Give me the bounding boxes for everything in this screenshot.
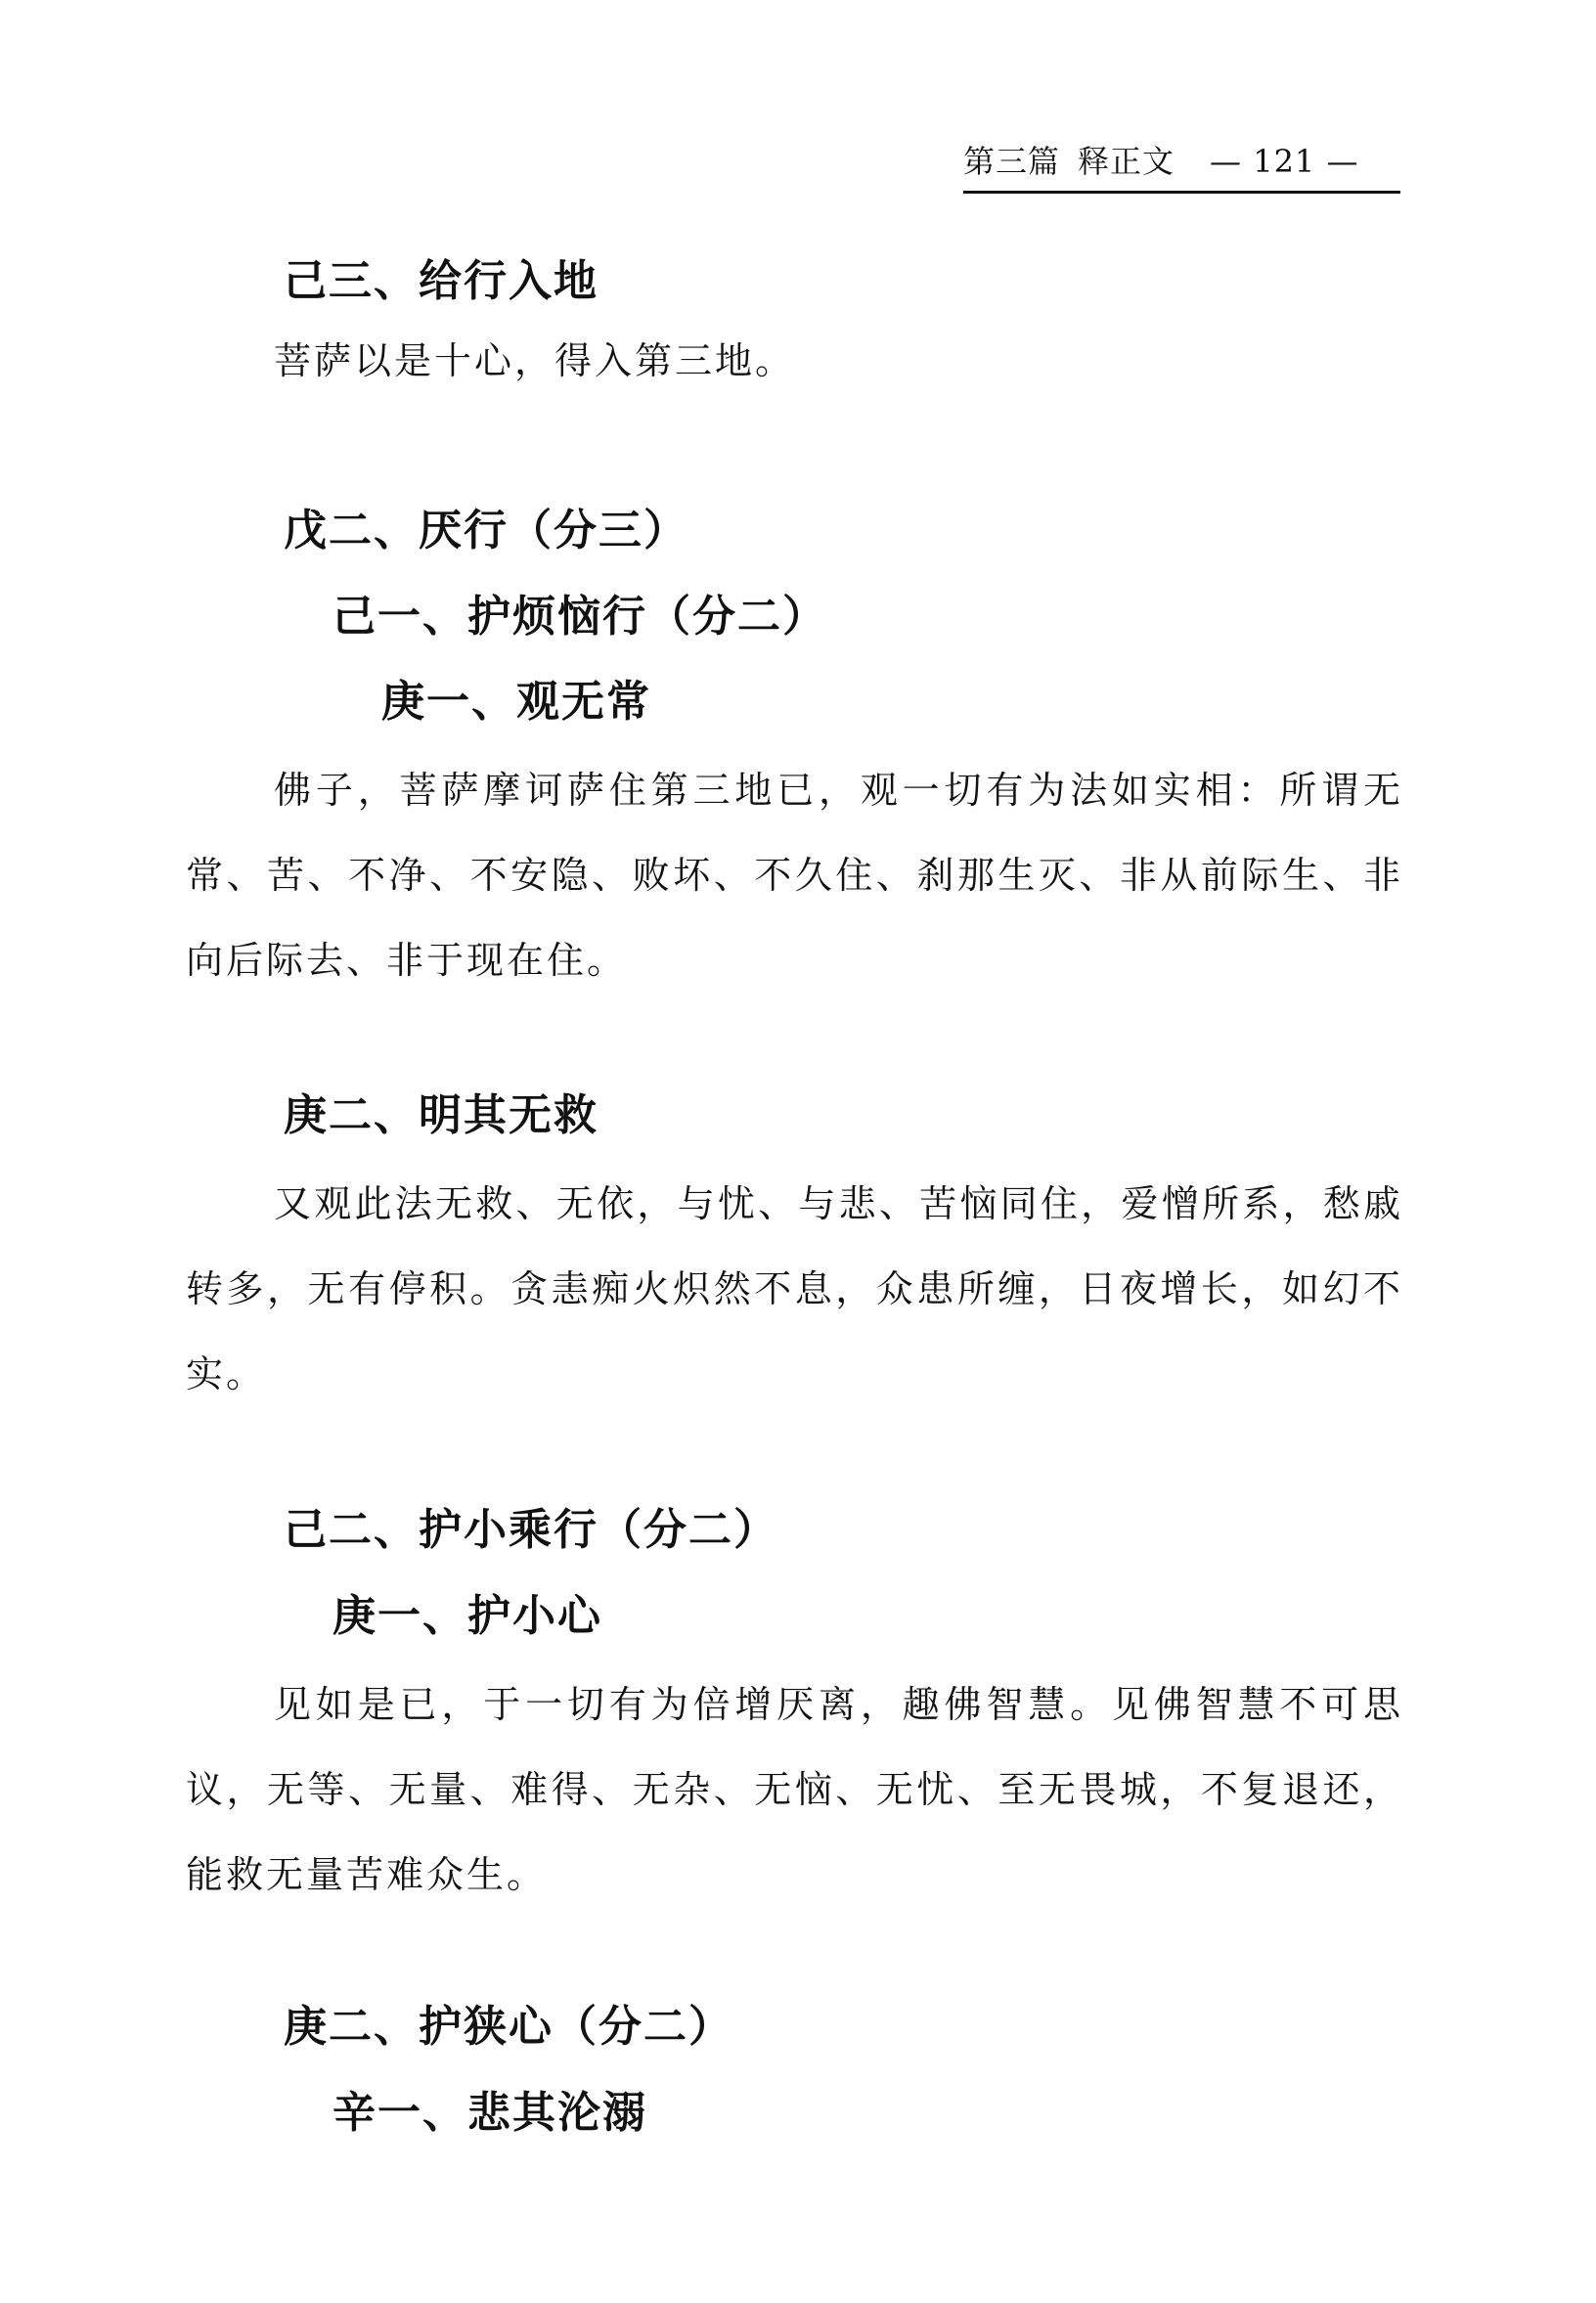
- paragraph-4: 见如是已，于一切有为倍增厌离，趣佛智慧。见佛智慧不可思议，无等、无量、难得、无杂、无恼、无忧、至无畏城，不复退还，能救无量苦难众生。: [186, 1683, 1403, 1896]
- running-header: [963, 137, 1400, 194]
- heading-geng-yi-2: 庚一、护小心: [332, 1591, 602, 1641]
- page-number: — 121 —: [1210, 143, 1359, 180]
- heading-wu-er: 戊二、厌行（分三）: [284, 506, 688, 555]
- heading-geng-er-1: 庚二、明其无救: [284, 1090, 598, 1140]
- header-section: 第三篇: [963, 143, 1061, 180]
- paragraph-1: 菩萨以是十心，得入第三地。: [274, 339, 796, 382]
- heading-ji-yi: 己一、护烦恼行（分二）: [332, 592, 827, 642]
- heading-ji-er: 己二、护小乘行（分二）: [284, 1505, 778, 1555]
- heading-xin-yi: 辛一、悲其沦溺: [332, 2088, 647, 2138]
- header-title: 释正文: [1078, 143, 1175, 180]
- heading-geng-er-2: 庚二、护狭心（分二）: [284, 2002, 733, 2052]
- paragraph-3: 又观此法无救、无依，与忧、与悲、苦恼同住，爱憎所系，愁戚转多，无有停积。贪恚痴火炽然不息，众患所缠，日夜增长，如幻不实。: [186, 1182, 1403, 1395]
- heading-geng-yi-1: 庚一、观无常: [381, 677, 651, 727]
- paragraph-2: 佛子，菩萨摩诃萨住第三地已，观一切有为法如实相：所谓无常、苦、不净、不安隐、败坏、不久住、刹那生灭、非从前际生、非向后际去、非于现在住。: [186, 769, 1403, 982]
- heading-ji-san: 己三、给行入地: [284, 256, 598, 306]
